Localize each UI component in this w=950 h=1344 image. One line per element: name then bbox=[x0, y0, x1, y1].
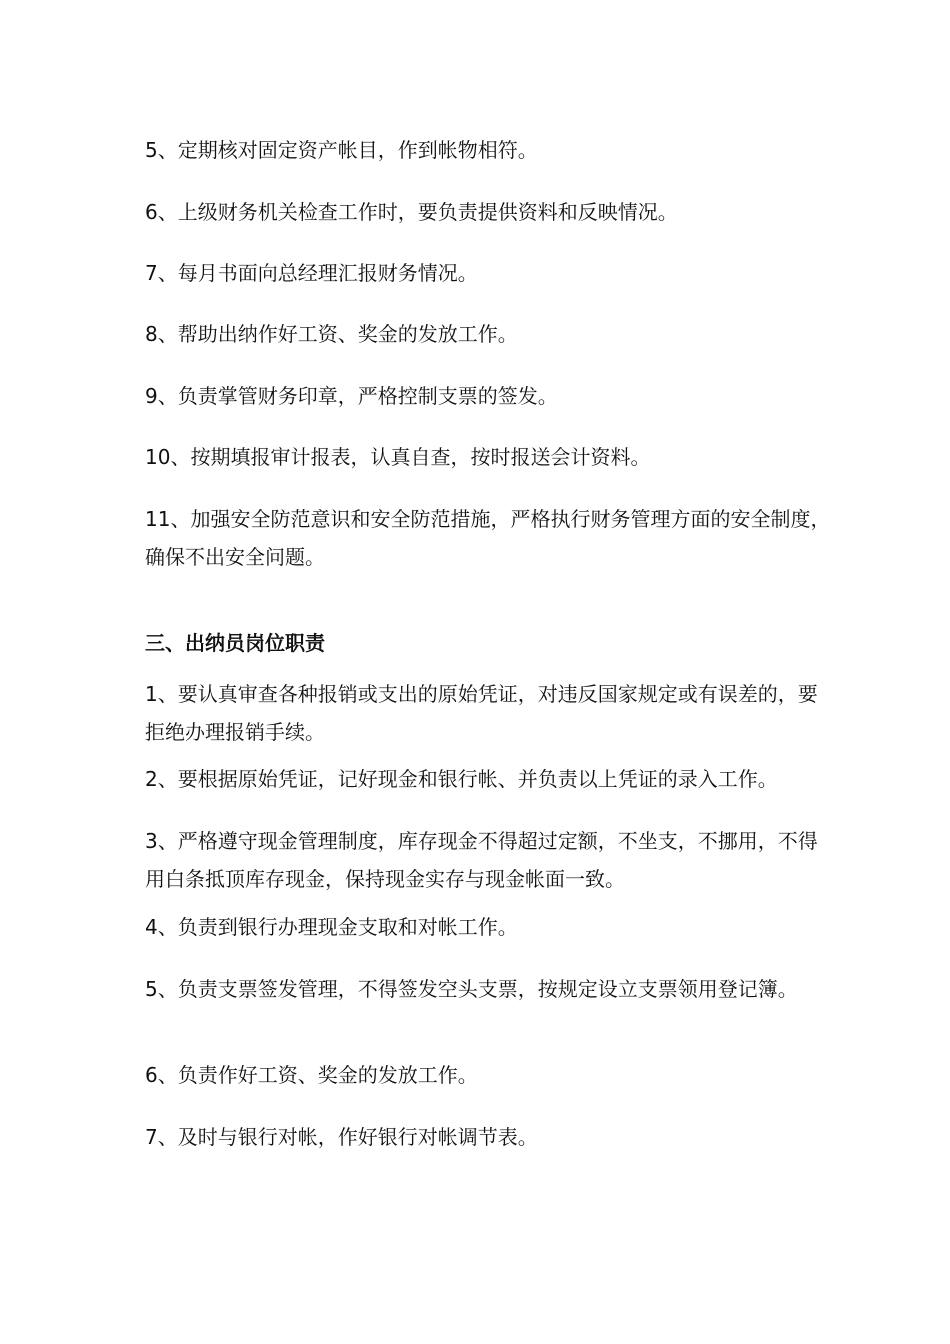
list-item: 4、负责到银行办理现金支取和对帐工作。 bbox=[145, 915, 518, 939]
list-item: 6、上级财务机关检查工作时，要负责提供资料和反映情况。 bbox=[145, 200, 678, 224]
list-item: 5、定期核对固定资产帐目，作到帐物相符。 bbox=[145, 138, 538, 162]
list-item: 9、负责掌管财务印章，严格控制支票的签发。 bbox=[145, 384, 558, 408]
list-item: 1、要认真审查各种报销或支出的原始凭证，对违反国家规定或有误差的，要拒绝办理报销手续。 bbox=[145, 682, 818, 744]
list-item: 11、加强安全防范意识和安全防范措施，严格执行财务管理方面的安全制度，确保不出安全问题。 bbox=[145, 507, 831, 569]
list-item: 8、帮助出纳作好工资、奖金的发放工作。 bbox=[145, 322, 518, 346]
section-heading: 三、出纳员岗位职责 bbox=[145, 631, 325, 655]
list-item: 7、及时与银行对帐，作好银行对帐调节表。 bbox=[145, 1125, 538, 1149]
list-item: 10、按期填报审计报表，认真自查，按时报送会计资料。 bbox=[145, 445, 651, 469]
list-item: 7、每月书面向总经理汇报财务情况。 bbox=[145, 261, 478, 285]
list-item: 2、要根据原始凭证，记好现金和银行帐、并负责以上凭证的录入工作。 bbox=[145, 767, 778, 791]
list-item: 5、负责支票签发管理，不得签发空头支票，按规定设立支票领用登记簿。 bbox=[145, 977, 798, 1001]
list-item: 3、严格遵守现金管理制度，库存现金不得超过定额，不坐支，不挪用，不得用白条抵顶库存现金，保持现金实存与现金帐面一致。 bbox=[145, 829, 818, 891]
list-item: 6、负责作好工资、奖金的发放工作。 bbox=[145, 1063, 478, 1087]
